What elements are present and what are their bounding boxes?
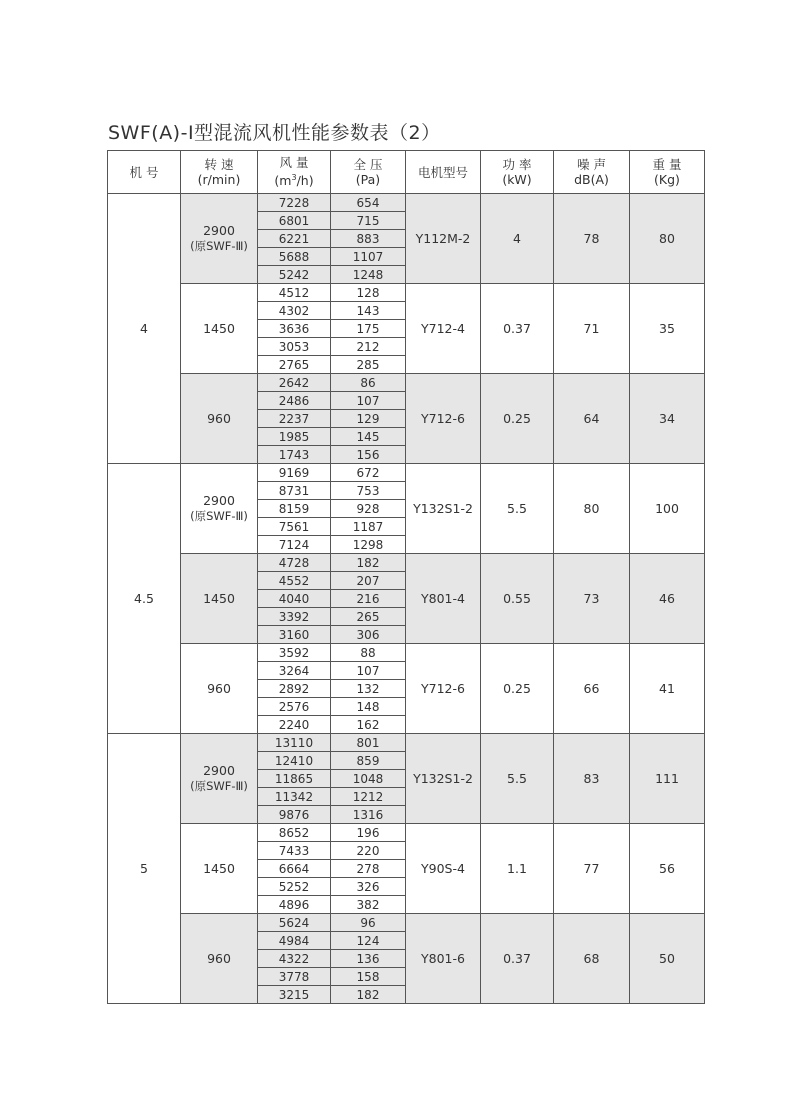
pressure-cell: 182 <box>331 554 406 572</box>
speed-cell <box>181 554 258 644</box>
table-row <box>108 824 705 842</box>
flow-cell: 4512 <box>258 284 331 302</box>
pressure-cell: 883 <box>331 230 406 248</box>
flow-cell: 5688 <box>258 248 331 266</box>
pressure-cell: 145 <box>331 428 406 446</box>
page-title: SWF(A)-Ⅰ型混流风机性能参数表（2） <box>108 122 441 144</box>
pressure-cell: 265 <box>331 608 406 626</box>
flow-cell: 7433 <box>258 842 331 860</box>
motor-cell: Y712-6 <box>406 374 481 464</box>
pressure-cell: 1298 <box>331 536 406 554</box>
speed-value: 960 <box>207 681 231 696</box>
pressure-cell: 212 <box>331 338 406 356</box>
table-row <box>108 914 705 932</box>
flow-cell: 6221 <box>258 230 331 248</box>
power-cell: 5.5 <box>481 464 554 554</box>
table-row <box>108 374 705 392</box>
pressure-cell: 216 <box>331 590 406 608</box>
flow-cell: 7124 <box>258 536 331 554</box>
flow-cell: 2765 <box>258 356 331 374</box>
motor-cell: Y132S1-2 <box>406 734 481 824</box>
power-cell: 4 <box>481 194 554 284</box>
speed-note: (原SWF-Ⅲ) <box>190 239 248 253</box>
pressure-cell: 220 <box>331 842 406 860</box>
flow-cell: 5252 <box>258 878 331 896</box>
speed-value: 960 <box>207 411 231 426</box>
weight-cell: 35 <box>630 284 705 374</box>
power-cell: 0.25 <box>481 644 554 734</box>
header-model: 机 号 <box>108 151 181 194</box>
pressure-cell: 107 <box>331 392 406 410</box>
speed-cell <box>181 194 258 284</box>
pressure-cell: 156 <box>331 446 406 464</box>
flow-cell: 5242 <box>258 266 331 284</box>
flow-cell: 2892 <box>258 680 331 698</box>
weight-cell: 41 <box>630 644 705 734</box>
pressure-cell: 654 <box>331 194 406 212</box>
pressure-cell: 88 <box>331 644 406 662</box>
pressure-cell: 182 <box>331 986 406 1004</box>
pressure-cell: 128 <box>331 284 406 302</box>
flow-cell: 3053 <box>258 338 331 356</box>
pressure-cell: 715 <box>331 212 406 230</box>
speed-value: 1450 <box>203 591 235 606</box>
noise-cell: 83 <box>554 734 630 824</box>
table-body <box>108 194 705 1004</box>
pressure-cell: 1316 <box>331 806 406 824</box>
flow-cell: 3215 <box>258 986 331 1004</box>
speed-value: 2900 <box>203 763 235 778</box>
pressure-cell: 1107 <box>331 248 406 266</box>
pressure-cell: 672 <box>331 464 406 482</box>
power-cell: 5.5 <box>481 734 554 824</box>
flow-cell: 9876 <box>258 806 331 824</box>
speed-value: 2900 <box>203 223 235 238</box>
pressure-cell: 285 <box>331 356 406 374</box>
model-cell: 4.5 <box>108 464 181 734</box>
weight-cell: 80 <box>630 194 705 284</box>
pressure-cell: 859 <box>331 752 406 770</box>
power-cell: 0.55 <box>481 554 554 644</box>
flow-cell: 3636 <box>258 320 331 338</box>
speed-cell <box>181 644 258 734</box>
header-weight: 重 量 (Kg) <box>630 151 705 194</box>
flow-cell: 8159 <box>258 500 331 518</box>
speed-cell <box>181 464 258 554</box>
weight-cell: 34 <box>630 374 705 464</box>
flow-cell: 1743 <box>258 446 331 464</box>
flow-cell: 13110 <box>258 734 331 752</box>
pressure-cell: 196 <box>331 824 406 842</box>
flow-cell: 11865 <box>258 770 331 788</box>
table-row <box>108 194 705 212</box>
speed-note: (原SWF-Ⅲ) <box>190 779 248 793</box>
motor-cell: Y712-6 <box>406 644 481 734</box>
flow-cell: 7561 <box>258 518 331 536</box>
flow-cell: 4302 <box>258 302 331 320</box>
flow-cell: 2237 <box>258 410 331 428</box>
motor-cell: Y132S1-2 <box>406 464 481 554</box>
header-row <box>108 151 705 194</box>
speed-value: 960 <box>207 951 231 966</box>
pressure-cell: 306 <box>331 626 406 644</box>
noise-cell: 78 <box>554 194 630 284</box>
speed-cell <box>181 734 258 824</box>
pressure-cell: 124 <box>331 932 406 950</box>
weight-cell: 100 <box>630 464 705 554</box>
flow-cell: 9169 <box>258 464 331 482</box>
table-row <box>108 464 705 482</box>
pressure-cell: 753 <box>331 482 406 500</box>
pressure-cell: 1248 <box>331 266 406 284</box>
motor-cell: Y801-6 <box>406 914 481 1004</box>
pressure-cell: 1187 <box>331 518 406 536</box>
pressure-cell: 382 <box>331 896 406 914</box>
motor-cell: Y712-4 <box>406 284 481 374</box>
pressure-cell: 175 <box>331 320 406 338</box>
noise-cell: 66 <box>554 644 630 734</box>
pressure-cell: 143 <box>331 302 406 320</box>
performance-table <box>107 150 705 1004</box>
pressure-cell: 1048 <box>331 770 406 788</box>
table-row <box>108 644 705 662</box>
weight-cell: 50 <box>630 914 705 1004</box>
table-row <box>108 284 705 302</box>
flow-cell: 12410 <box>258 752 331 770</box>
power-cell: 0.37 <box>481 284 554 374</box>
pressure-cell: 326 <box>331 878 406 896</box>
flow-cell: 4896 <box>258 896 331 914</box>
flow-cell: 3778 <box>258 968 331 986</box>
pressure-cell: 278 <box>331 860 406 878</box>
power-cell: 0.37 <box>481 914 554 1004</box>
model-cell: 5 <box>108 734 181 1004</box>
table-row <box>108 554 705 572</box>
flow-cell: 3264 <box>258 662 331 680</box>
speed-note: (原SWF-Ⅲ) <box>190 509 248 523</box>
pressure-cell: 162 <box>331 716 406 734</box>
model-cell: 4 <box>108 194 181 464</box>
header-noise: 噪 声 dB(A) <box>554 151 630 194</box>
flow-cell: 3392 <box>258 608 331 626</box>
pressure-cell: 129 <box>331 410 406 428</box>
pressure-cell: 928 <box>331 500 406 518</box>
flow-cell: 2240 <box>258 716 331 734</box>
flow-cell: 1985 <box>258 428 331 446</box>
header-motor: 电机型号 <box>406 151 481 194</box>
flow-cell: 3592 <box>258 644 331 662</box>
pressure-cell: 207 <box>331 572 406 590</box>
header-flow: 风 量 $(m^3/h)$ <box>258 151 331 194</box>
speed-value: 1450 <box>203 321 235 336</box>
pressure-cell: 148 <box>331 698 406 716</box>
header-power: 功 率 (kW) <box>481 151 554 194</box>
motor-cell: Y90S-4 <box>406 824 481 914</box>
weight-cell: 56 <box>630 824 705 914</box>
noise-cell: 80 <box>554 464 630 554</box>
pressure-cell: 96 <box>331 914 406 932</box>
header-speed: 转 速 (r/min) <box>181 151 258 194</box>
pressure-cell: 107 <box>331 662 406 680</box>
speed-value: 1450 <box>203 861 235 876</box>
power-cell: 0.25 <box>481 374 554 464</box>
flow-cell: 5624 <box>258 914 331 932</box>
speed-cell <box>181 284 258 374</box>
flow-cell: 6801 <box>258 212 331 230</box>
flow-cell: 11342 <box>258 788 331 806</box>
pressure-cell: 132 <box>331 680 406 698</box>
flow-cell: 7228 <box>258 194 331 212</box>
noise-cell: 68 <box>554 914 630 1004</box>
noise-cell: 73 <box>554 554 630 644</box>
motor-cell: Y801-4 <box>406 554 481 644</box>
flow-cell: 4040 <box>258 590 331 608</box>
weight-cell: 46 <box>630 554 705 644</box>
flow-cell: 8731 <box>258 482 331 500</box>
flow-cell: 4728 <box>258 554 331 572</box>
table-row <box>108 734 705 752</box>
noise-cell: 77 <box>554 824 630 914</box>
pressure-cell: 158 <box>331 968 406 986</box>
flow-cell: 2642 <box>258 374 331 392</box>
weight-cell: 111 <box>630 734 705 824</box>
pressure-cell: 136 <box>331 950 406 968</box>
pressure-cell: 801 <box>331 734 406 752</box>
noise-cell: 64 <box>554 374 630 464</box>
speed-cell <box>181 824 258 914</box>
header-pressure: 全 压 (Pa) <box>331 151 406 194</box>
speed-value: 2900 <box>203 493 235 508</box>
flow-cell: 3160 <box>258 626 331 644</box>
flow-cell: 4552 <box>258 572 331 590</box>
flow-cell: 8652 <box>258 824 331 842</box>
noise-cell: 71 <box>554 284 630 374</box>
speed-cell <box>181 914 258 1004</box>
speed-cell <box>181 374 258 464</box>
flow-cell: 4322 <box>258 950 331 968</box>
flow-cell: 4984 <box>258 932 331 950</box>
pressure-cell: 1212 <box>331 788 406 806</box>
motor-cell: Y112M-2 <box>406 194 481 284</box>
flow-cell: 2576 <box>258 698 331 716</box>
power-cell: 1.1 <box>481 824 554 914</box>
flow-cell: 2486 <box>258 392 331 410</box>
flow-cell: 6664 <box>258 860 331 878</box>
pressure-cell: 86 <box>331 374 406 392</box>
